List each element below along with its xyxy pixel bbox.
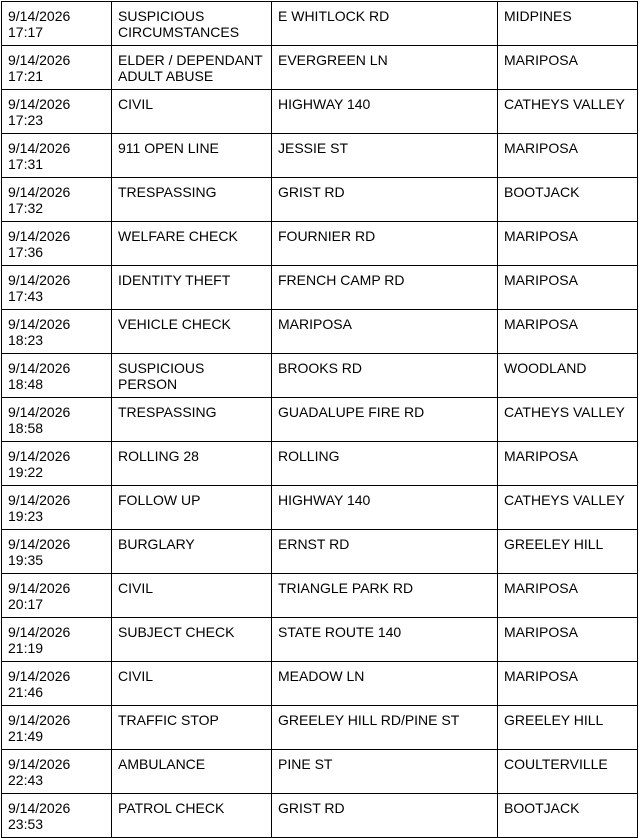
table-row <box>2 442 638 486</box>
area-cell: GREELEY HILL <box>498 530 638 574</box>
location-cell: MARIPOSA <box>272 310 498 354</box>
area-cell: CATHEYS VALLEY <box>498 398 638 442</box>
table-row <box>2 618 638 662</box>
table-row <box>2 266 638 310</box>
table-row <box>2 486 638 530</box>
table-row <box>2 530 638 574</box>
table-row <box>2 2 638 46</box>
table-row <box>2 222 638 266</box>
datetime-cell: 9/14/2026 18:58 <box>2 398 112 442</box>
datetime-cell: 9/14/2026 18:48 <box>2 354 112 398</box>
area-cell: MARIPOSA <box>498 442 638 486</box>
area-cell: MARIPOSA <box>498 662 638 706</box>
call-type-cell: 911 OPEN LINE <box>112 134 272 178</box>
table-row <box>2 310 638 354</box>
location-cell: GRIST RD <box>272 178 498 222</box>
call-type-cell: PATROL CHECK <box>112 794 272 838</box>
area-cell: MARIPOSA <box>498 134 638 178</box>
location-cell: ERNST RD <box>272 530 498 574</box>
table-row <box>2 794 638 838</box>
location-cell: HIGHWAY 140 <box>272 90 498 134</box>
datetime-cell: 9/14/2026 19:22 <box>2 442 112 486</box>
area-cell: BOOTJACK <box>498 178 638 222</box>
datetime-cell: 9/14/2026 19:35 <box>2 530 112 574</box>
datetime-cell: 9/14/2026 18:23 <box>2 310 112 354</box>
location-cell: MEADOW LN <box>272 662 498 706</box>
datetime-cell: 9/14/2026 21:19 <box>2 618 112 662</box>
location-cell: GRIST RD <box>272 794 498 838</box>
datetime-cell: 9/14/2026 17:21 <box>2 46 112 90</box>
location-cell: BROOKS RD <box>272 354 498 398</box>
area-cell: GREELEY HILL <box>498 706 638 750</box>
location-cell: FOURNIER RD <box>272 222 498 266</box>
datetime-cell: 9/14/2026 21:46 <box>2 662 112 706</box>
area-cell: MARIPOSA <box>498 266 638 310</box>
location-cell: JESSIE ST <box>272 134 498 178</box>
area-cell: MARIPOSA <box>498 46 638 90</box>
datetime-cell: 9/14/2026 17:36 <box>2 222 112 266</box>
call-type-cell: CIVIL <box>112 90 272 134</box>
datetime-cell: 9/14/2026 17:17 <box>2 2 112 46</box>
datetime-cell: 9/14/2026 23:53 <box>2 794 112 838</box>
call-type-cell: SUSPICIOUS CIRCUMSTANCES <box>112 2 272 46</box>
area-cell: MARIPOSA <box>498 618 638 662</box>
call-type-cell: FOLLOW UP <box>112 486 272 530</box>
table-row <box>2 750 638 794</box>
area-cell: MARIPOSA <box>498 574 638 618</box>
location-cell: E WHITLOCK RD <box>272 2 498 46</box>
table-row <box>2 46 638 90</box>
call-log-body <box>2 2 638 838</box>
location-cell: PINE ST <box>272 750 498 794</box>
call-type-cell: TRESPASSING <box>112 398 272 442</box>
datetime-cell: 9/14/2026 19:23 <box>2 486 112 530</box>
call-type-cell: BURGLARY <box>112 530 272 574</box>
datetime-cell: 9/14/2026 21:49 <box>2 706 112 750</box>
table-row <box>2 574 638 618</box>
location-cell: STATE ROUTE 140 <box>272 618 498 662</box>
call-log-table <box>1 1 638 838</box>
datetime-cell: 9/14/2026 17:31 <box>2 134 112 178</box>
datetime-cell: 9/14/2026 17:32 <box>2 178 112 222</box>
area-cell: CATHEYS VALLEY <box>498 90 638 134</box>
table-row <box>2 706 638 750</box>
table-row <box>2 90 638 134</box>
call-type-cell: AMBULANCE <box>112 750 272 794</box>
area-cell: CATHEYS VALLEY <box>498 486 638 530</box>
table-row <box>2 178 638 222</box>
call-type-cell: ROLLING 28 <box>112 442 272 486</box>
area-cell: MARIPOSA <box>498 310 638 354</box>
call-type-cell: IDENTITY THEFT <box>112 266 272 310</box>
table-row <box>2 354 638 398</box>
call-type-cell: CIVIL <box>112 574 272 618</box>
area-cell: WOODLAND <box>498 354 638 398</box>
call-type-cell: CIVIL <box>112 662 272 706</box>
area-cell: BOOTJACK <box>498 794 638 838</box>
location-cell: TRIANGLE PARK RD <box>272 574 498 618</box>
area-cell: MARIPOSA <box>498 222 638 266</box>
call-type-cell: TRAFFIC STOP <box>112 706 272 750</box>
call-type-cell: SUSPICIOUS PERSON <box>112 354 272 398</box>
table-row <box>2 662 638 706</box>
location-cell: HIGHWAY 140 <box>272 486 498 530</box>
location-cell: GUADALUPE FIRE RD <box>272 398 498 442</box>
call-type-cell: ELDER / DEPENDANT ADULT ABUSE <box>112 46 272 90</box>
table-row <box>2 134 638 178</box>
call-type-cell: VEHICLE CHECK <box>112 310 272 354</box>
location-cell: ROLLING <box>272 442 498 486</box>
call-type-cell: TRESPASSING <box>112 178 272 222</box>
datetime-cell: 9/14/2026 22:43 <box>2 750 112 794</box>
datetime-cell: 9/14/2026 20:17 <box>2 574 112 618</box>
datetime-cell: 9/14/2026 17:23 <box>2 90 112 134</box>
call-type-cell: SUBJECT CHECK <box>112 618 272 662</box>
location-cell: GREELEY HILL RD/PINE ST <box>272 706 498 750</box>
table-row <box>2 398 638 442</box>
area-cell: MIDPINES <box>498 2 638 46</box>
datetime-cell: 9/14/2026 17:43 <box>2 266 112 310</box>
area-cell: COULTERVILLE <box>498 750 638 794</box>
location-cell: EVERGREEN LN <box>272 46 498 90</box>
location-cell: FRENCH CAMP RD <box>272 266 498 310</box>
call-type-cell: WELFARE CHECK <box>112 222 272 266</box>
